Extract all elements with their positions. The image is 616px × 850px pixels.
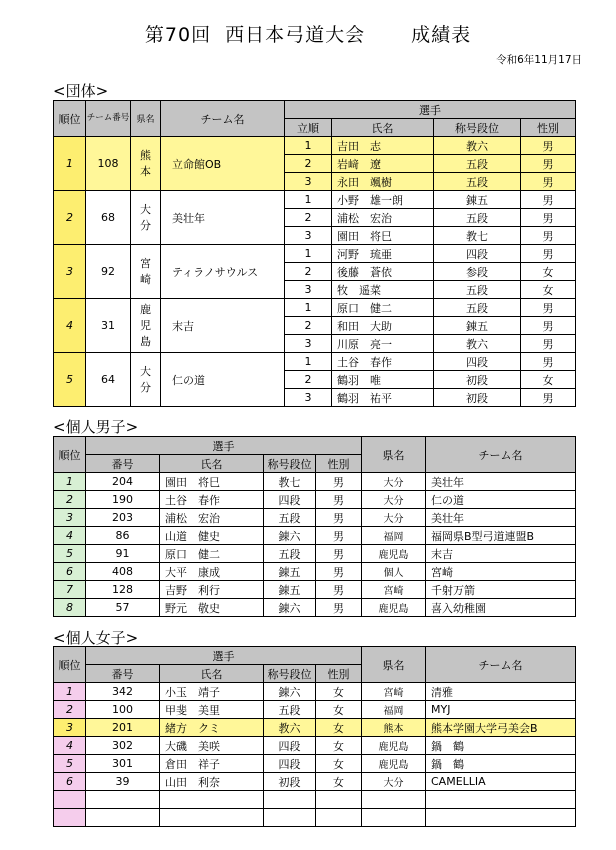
team-prefecture-text: 大分 [140, 202, 151, 232]
women-rank: 1 [54, 683, 86, 701]
team-number: 108 [86, 137, 131, 191]
header-team-number: チーム番号 [86, 101, 131, 137]
men-name: 大平 康成 [160, 563, 264, 581]
women-prefecture: 大分 [362, 773, 426, 791]
men-team: 仁の道 [426, 491, 576, 509]
men-name: 吉野 利行 [160, 581, 264, 599]
women-grade: 四段 [264, 755, 316, 773]
team-name: 美壮年 [161, 191, 285, 245]
women-header-players: 選手 [86, 647, 362, 665]
member-sex: 男 [521, 155, 576, 173]
men-prefecture: 鹿児島 [362, 599, 426, 617]
women-results-table [53, 646, 576, 827]
member-order: 1 [285, 353, 332, 371]
men-result-row [54, 563, 576, 581]
women-empty-cell [426, 809, 576, 827]
women-result-row [54, 755, 576, 773]
member-sex: 男 [521, 299, 576, 317]
women-number: 301 [86, 755, 160, 773]
men-prefecture: 大分 [362, 509, 426, 527]
men-sex: 男 [316, 599, 362, 617]
team-member-row [54, 299, 576, 317]
member-sex: 男 [521, 191, 576, 209]
member-name: 河野 琉亜 [332, 245, 434, 263]
women-sex: 女 [316, 701, 362, 719]
men-header-name: 氏名 [160, 455, 264, 473]
women-team: 熊本学園大学弓美会B [426, 719, 576, 737]
team-prefecture [131, 137, 161, 191]
men-number: 203 [86, 509, 160, 527]
women-team: MYJ [426, 701, 576, 719]
team-rank: 2 [54, 191, 86, 245]
men-number: 57 [86, 599, 160, 617]
men-rank: 1 [54, 473, 86, 491]
men-header-team: チーム名 [426, 437, 576, 473]
member-grade: 四段 [434, 353, 521, 371]
team-number: 92 [86, 245, 131, 299]
member-grade: 教七 [434, 227, 521, 245]
member-order: 2 [285, 371, 332, 389]
team-prefecture-text: 鹿児島 [140, 302, 151, 348]
women-grade: 教六 [264, 719, 316, 737]
women-number: 342 [86, 683, 160, 701]
women-prefecture: 鹿児島 [362, 737, 426, 755]
women-sex: 女 [316, 737, 362, 755]
women-result-row [54, 773, 576, 791]
title-results: 成績表 [411, 24, 472, 46]
member-order: 1 [285, 299, 332, 317]
title-event: 西日本弓道大会 [225, 24, 366, 46]
header-rank: 順位 [54, 101, 86, 137]
women-empty-cell [54, 791, 86, 809]
team-number: 68 [86, 191, 131, 245]
women-grade: 錬六 [264, 683, 316, 701]
women-number: 39 [86, 773, 160, 791]
men-grade: 錬五 [264, 581, 316, 599]
member-sex: 男 [521, 389, 576, 407]
women-sex: 女 [316, 773, 362, 791]
member-grade: 五段 [434, 281, 521, 299]
men-name: 原口 健二 [160, 545, 264, 563]
member-sex: 男 [521, 353, 576, 371]
team-member-row [54, 245, 576, 263]
team-prefecture [131, 299, 161, 353]
men-number: 128 [86, 581, 160, 599]
member-grade: 五段 [434, 173, 521, 191]
men-grade: 四段 [264, 491, 316, 509]
women-grade: 四段 [264, 737, 316, 755]
men-rank: 8 [54, 599, 86, 617]
women-empty-cell [86, 791, 160, 809]
men-sex: 男 [316, 473, 362, 491]
men-grade: 五段 [264, 545, 316, 563]
men-rank: 6 [54, 563, 86, 581]
date-label: 令和6年11月17日 [496, 54, 582, 66]
women-sex: 女 [316, 719, 362, 737]
member-sex: 男 [521, 137, 576, 155]
header-team-name: チーム名 [161, 101, 285, 137]
women-name: 大磯 美咲 [160, 737, 264, 755]
women-name: 緒方 クミ [160, 719, 264, 737]
member-sex: 男 [521, 209, 576, 227]
men-section-heading: <個人男子> [53, 418, 139, 436]
men-grade: 五段 [264, 509, 316, 527]
member-name: 小野 雄一朗 [332, 191, 434, 209]
header-order: 立順 [285, 119, 332, 137]
men-team: 福岡県B型弓道連盟B [426, 527, 576, 545]
men-team: 宮崎 [426, 563, 576, 581]
team-prefecture-text: 宮崎 [140, 256, 151, 286]
men-sex: 男 [316, 509, 362, 527]
women-header-prefecture: 県名 [362, 647, 426, 683]
men-header-grade: 称号段位 [264, 455, 316, 473]
men-number: 408 [86, 563, 160, 581]
women-rank: 6 [54, 773, 86, 791]
women-name: 甲斐 美里 [160, 701, 264, 719]
women-empty-cell [264, 809, 316, 827]
team-prefecture [131, 353, 161, 407]
member-name: 浦松 宏治 [332, 209, 434, 227]
men-name: 山道 健史 [160, 527, 264, 545]
women-prefecture: 熊本 [362, 719, 426, 737]
men-name: 土谷 春作 [160, 491, 264, 509]
men-team: 千射万箭 [426, 581, 576, 599]
men-team: 美壮年 [426, 509, 576, 527]
team-name: 仁の道 [161, 353, 285, 407]
member-order: 1 [285, 137, 332, 155]
member-grade: 初段 [434, 371, 521, 389]
member-order: 3 [285, 173, 332, 191]
member-sex: 女 [521, 263, 576, 281]
member-order: 3 [285, 335, 332, 353]
men-sex: 男 [316, 491, 362, 509]
member-grade: 教六 [434, 137, 521, 155]
header-grade: 称号段位 [434, 119, 521, 137]
header-sex: 性別 [521, 119, 576, 137]
header-name: 氏名 [332, 119, 434, 137]
women-name: 小玉 靖子 [160, 683, 264, 701]
men-result-row [54, 473, 576, 491]
member-order: 2 [285, 263, 332, 281]
women-header-number: 番号 [86, 665, 160, 683]
women-empty-cell [316, 791, 362, 809]
team-prefecture [131, 245, 161, 299]
men-rank: 4 [54, 527, 86, 545]
member-grade: 五段 [434, 155, 521, 173]
men-rank: 5 [54, 545, 86, 563]
men-team: 末吉 [426, 545, 576, 563]
member-order: 2 [285, 209, 332, 227]
member-name: 園田 将巳 [332, 227, 434, 245]
women-sex: 女 [316, 683, 362, 701]
women-name: 倉田 祥子 [160, 755, 264, 773]
team-name: 立命館OB [161, 137, 285, 191]
member-name: 吉田 志 [332, 137, 434, 155]
men-grade: 錬六 [264, 599, 316, 617]
member-name: 川原 亮一 [332, 335, 434, 353]
women-header-grade: 称号段位 [264, 665, 316, 683]
team-rank: 3 [54, 245, 86, 299]
men-number: 86 [86, 527, 160, 545]
title-edition: 第70回 [144, 24, 212, 46]
women-header-sex: 性別 [316, 665, 362, 683]
member-grade: 五段 [434, 299, 521, 317]
men-header-rank: 順位 [54, 437, 86, 473]
men-grade: 錬五 [264, 563, 316, 581]
men-header-sex: 性別 [316, 455, 362, 473]
team-rank: 4 [54, 299, 86, 353]
member-grade: 教六 [434, 335, 521, 353]
member-order: 2 [285, 155, 332, 173]
women-result-row [54, 737, 576, 755]
men-prefecture: 鹿児島 [362, 545, 426, 563]
men-result-row [54, 491, 576, 509]
men-number: 91 [86, 545, 160, 563]
women-grade: 五段 [264, 701, 316, 719]
member-grade: 四段 [434, 245, 521, 263]
women-team: CAMELLIA [426, 773, 576, 791]
team-name: ティラノサウルス [161, 245, 285, 299]
women-result-row [54, 719, 576, 737]
women-team: 鍋 鶴 [426, 755, 576, 773]
women-empty-row [54, 791, 576, 809]
women-team: 鍋 鶴 [426, 737, 576, 755]
team-prefecture-text: 大分 [140, 364, 151, 394]
member-name: 永田 颯樹 [332, 173, 434, 191]
member-name: 土谷 春作 [332, 353, 434, 371]
member-order: 3 [285, 227, 332, 245]
member-grade: 参段 [434, 263, 521, 281]
women-number: 201 [86, 719, 160, 737]
men-header-prefecture: 県名 [362, 437, 426, 473]
men-rank: 7 [54, 581, 86, 599]
member-sex: 女 [521, 371, 576, 389]
member-name: 原口 健二 [332, 299, 434, 317]
team-number: 31 [86, 299, 131, 353]
men-number: 190 [86, 491, 160, 509]
member-order: 3 [285, 389, 332, 407]
women-sex: 女 [316, 755, 362, 773]
team-number: 64 [86, 353, 131, 407]
member-name: 和田 大助 [332, 317, 434, 335]
men-rank: 2 [54, 491, 86, 509]
women-number: 100 [86, 701, 160, 719]
member-order: 1 [285, 245, 332, 263]
men-name: 野元 敬史 [160, 599, 264, 617]
women-empty-cell [426, 791, 576, 809]
member-grade: 錬五 [434, 317, 521, 335]
team-member-row [54, 353, 576, 371]
member-name: 岩﨑 遼 [332, 155, 434, 173]
member-order: 1 [285, 191, 332, 209]
header-players: 選手 [285, 101, 576, 119]
men-number: 204 [86, 473, 160, 491]
men-rank: 3 [54, 509, 86, 527]
men-result-row [54, 581, 576, 599]
women-result-row [54, 683, 576, 701]
women-prefecture: 鹿児島 [362, 755, 426, 773]
men-team: 美壮年 [426, 473, 576, 491]
women-header-name: 氏名 [160, 665, 264, 683]
men-team: 喜入幼稚園 [426, 599, 576, 617]
men-prefecture: 宮崎 [362, 581, 426, 599]
men-sex: 男 [316, 581, 362, 599]
member-order: 3 [285, 281, 332, 299]
men-grade: 錬六 [264, 527, 316, 545]
men-sex: 男 [316, 527, 362, 545]
women-rank: 4 [54, 737, 86, 755]
team-prefecture-text: 熊本 [140, 148, 151, 178]
women-header-team: チーム名 [426, 647, 576, 683]
women-empty-cell [160, 809, 264, 827]
men-header-players: 選手 [86, 437, 362, 455]
women-rank: 3 [54, 719, 86, 737]
men-prefecture: 大分 [362, 473, 426, 491]
men-prefecture: 福岡 [362, 527, 426, 545]
men-prefecture: 個人 [362, 563, 426, 581]
women-result-row [54, 701, 576, 719]
men-results-table [53, 436, 576, 617]
member-sex: 女 [521, 281, 576, 299]
men-name: 園田 将巳 [160, 473, 264, 491]
women-prefecture: 宮崎 [362, 683, 426, 701]
men-sex: 男 [316, 563, 362, 581]
member-name: 牧 遥菜 [332, 281, 434, 299]
women-empty-cell [54, 809, 86, 827]
men-prefecture: 大分 [362, 491, 426, 509]
member-sex: 男 [521, 227, 576, 245]
team-rank: 5 [54, 353, 86, 407]
women-section-heading: <個人女子> [53, 629, 139, 647]
member-sex: 男 [521, 245, 576, 263]
team-member-row [54, 137, 576, 155]
women-empty-cell [86, 809, 160, 827]
member-grade: 五段 [434, 209, 521, 227]
men-result-row [54, 509, 576, 527]
women-header-rank: 順位 [54, 647, 86, 683]
men-name: 浦松 宏治 [160, 509, 264, 527]
men-sex: 男 [316, 545, 362, 563]
team-member-row [54, 191, 576, 209]
member-name: 鶴羽 祐平 [332, 389, 434, 407]
women-grade: 初段 [264, 773, 316, 791]
women-empty-cell [362, 791, 426, 809]
team-results-table [53, 100, 576, 407]
team-prefecture [131, 191, 161, 245]
women-empty-cell [264, 791, 316, 809]
women-team: 清雅 [426, 683, 576, 701]
member-order: 2 [285, 317, 332, 335]
member-grade: 初段 [434, 389, 521, 407]
team-name: 末吉 [161, 299, 285, 353]
men-grade: 教七 [264, 473, 316, 491]
page-title [0, 20, 616, 47]
women-rank: 2 [54, 701, 86, 719]
men-result-row [54, 545, 576, 563]
women-empty-cell [160, 791, 264, 809]
women-rank: 5 [54, 755, 86, 773]
men-result-row [54, 599, 576, 617]
women-name: 山田 利奈 [160, 773, 264, 791]
team-section-heading: <団体> [53, 82, 109, 100]
member-sex: 男 [521, 173, 576, 191]
women-empty-cell [316, 809, 362, 827]
member-name: 後藤 蒼依 [332, 263, 434, 281]
team-rank: 1 [54, 137, 86, 191]
men-result-row [54, 527, 576, 545]
member-sex: 男 [521, 335, 576, 353]
header-prefecture: 県名 [131, 101, 161, 137]
men-header-number: 番号 [86, 455, 160, 473]
member-grade: 錬五 [434, 191, 521, 209]
women-number: 302 [86, 737, 160, 755]
women-empty-row [54, 809, 576, 827]
women-prefecture: 福岡 [362, 701, 426, 719]
member-name: 鶴羽 唯 [332, 371, 434, 389]
women-empty-cell [362, 809, 426, 827]
member-sex: 男 [521, 317, 576, 335]
